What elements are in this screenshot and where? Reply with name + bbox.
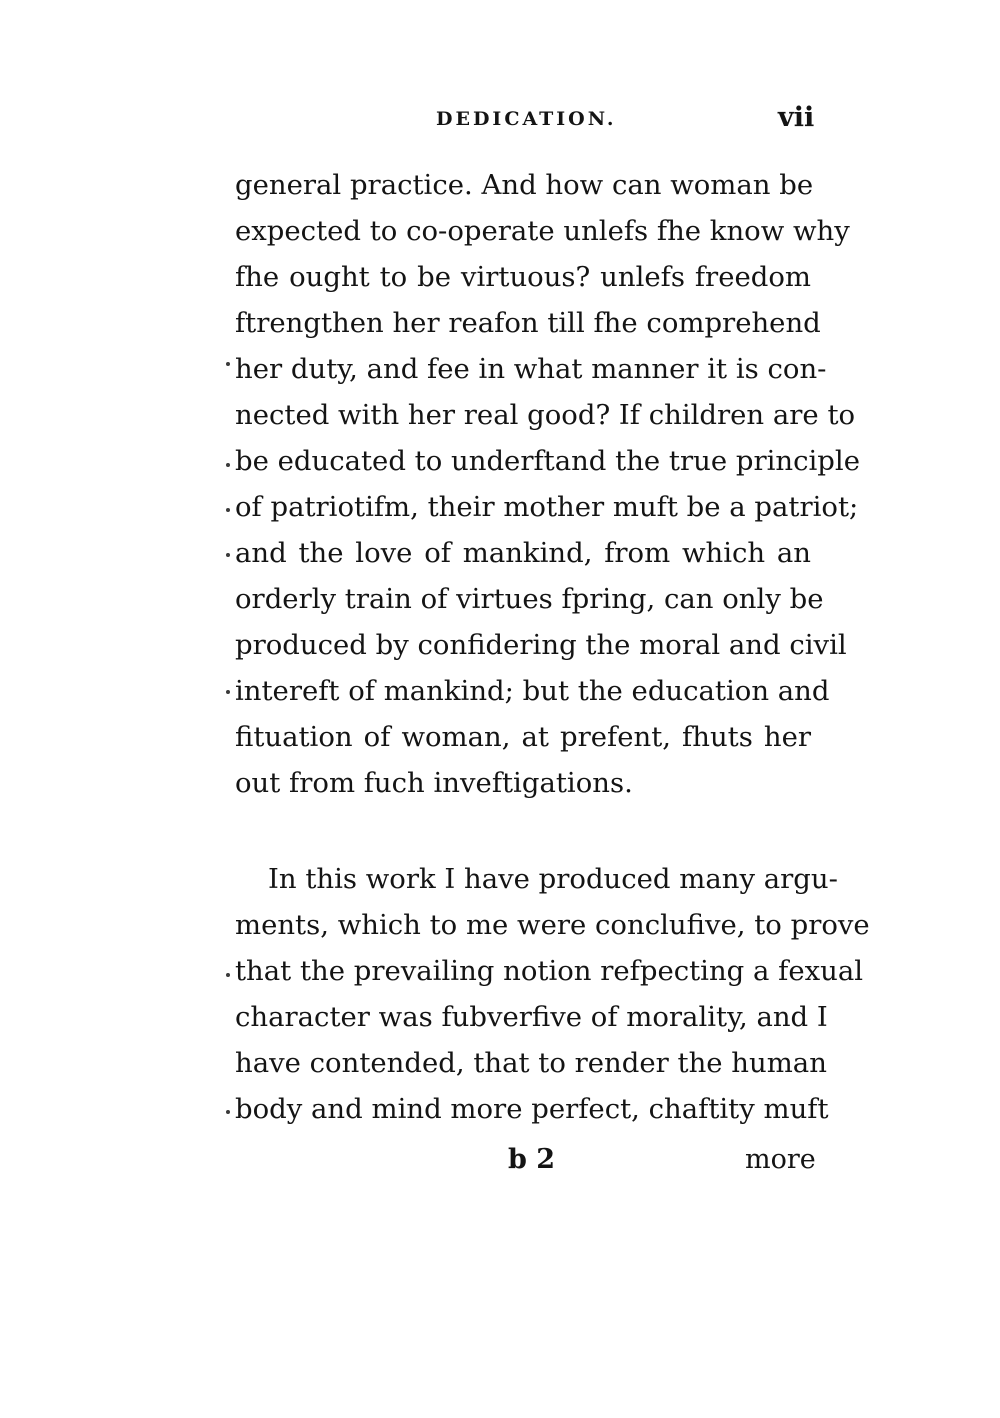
margin-speck [226,1110,230,1114]
text-line: In this work I have produced many argu- [268,863,838,895]
running-head [0,102,1000,138]
catchword: more [745,1144,816,1175]
margin-speck [226,973,230,977]
text-line: nected with her real good? If children are to [235,399,856,431]
text-line: of patriotifm, their mother muft be a patriot; [235,491,859,523]
text-line: and the love of mankind, from which an [235,537,811,569]
text-line: fhe ought to be virtuous? unlefs freedom [235,261,811,293]
running-head-title: DEDICATION. [436,108,617,130]
text-line: be educated to underftand the true principle [235,445,860,477]
text-line: fituation of woman, at prefent, fhuts her [235,721,811,753]
margin-speck [226,690,230,694]
text-line: orderly train of virtues fpring, can only be [235,583,824,615]
text-line: ments, which to me were conclufive, to prove [235,909,870,941]
text-line: body and mind more perfect, chaftity muft [235,1093,829,1125]
signature-mark: b 2 [508,1144,556,1175]
page-number: vii [778,102,815,133]
margin-speck [226,553,230,557]
margin-speck [226,508,230,512]
margin-speck [226,362,230,366]
text-line: out from fuch inveftigations. [235,767,633,799]
text-line: produced by confidering the moral and civil [235,629,847,661]
text-line: ftrengthen her reafon till fhe comprehend [235,307,821,339]
text-line: character was fubverfive of morality, and I [235,1001,828,1033]
page-footer [0,1138,1000,1182]
text-line: her duty, and fee in what manner it is con- [235,353,827,385]
text-line: that the prevailing notion refpecting a fexual [235,955,864,987]
margin-speck [226,463,230,467]
text-line: general practice. And how can woman be [235,169,814,201]
text-line: have contended, that to render the human [235,1047,827,1079]
text-line: intereft of mankind; but the education and [235,675,830,707]
text-line: expected to co-operate unlefs fhe know why [235,215,850,247]
